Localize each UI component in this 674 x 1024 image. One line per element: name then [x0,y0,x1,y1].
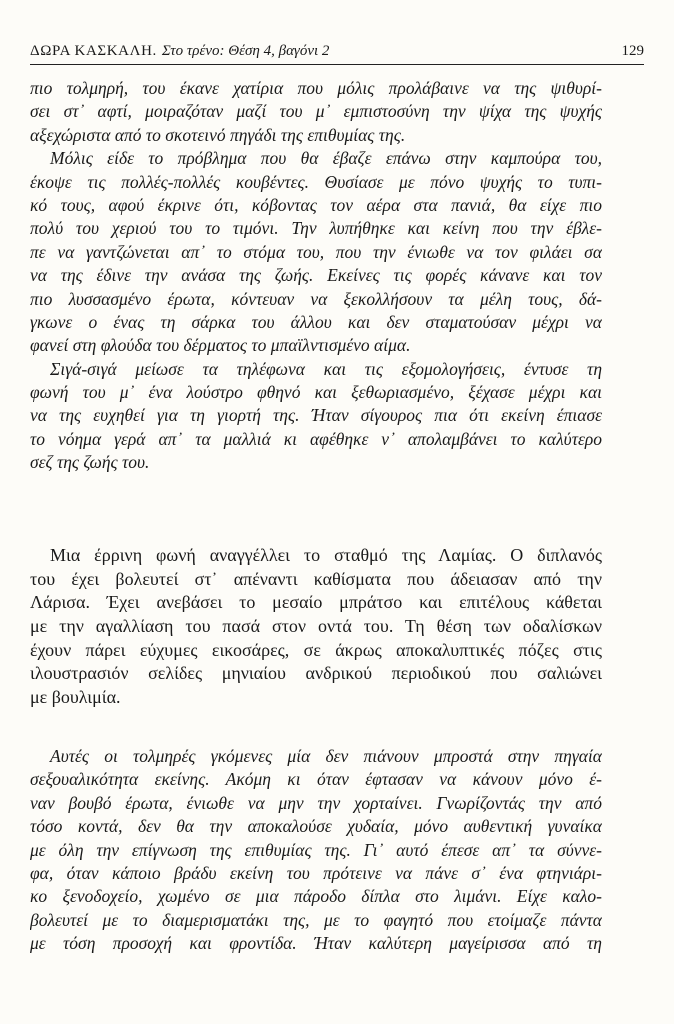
text-line: αξεχώριστα από το σκοτεινό πηγάδι της επιθυμίας της. [30,124,406,145]
text-line: φανεί στη φλούδα του δέρματος το μπαϊλντισμένο αίμα. [30,335,411,356]
text-line: με όλη την επίγνωση της επιθυμίας της. Γι᾽ αυτό έπεσε απ᾽ τα σύννε- [30,839,602,860]
text-line: του έχει βολευτεί στ᾽ απέναντι καθίσματα που άδειασαν από την [30,568,602,589]
text-line: φα, όταν κάποιο βράδυ εκείνη του πρότεινε να πάνε σ᾽ ένα φτηνιάρι- [30,862,602,883]
text-line: πιο τολμηρή, του έκανε χατίρια που μόλις προλάβαινε να της ψιθυρί- [30,78,602,98]
text-line: έχουν πάρει εύχυμες εικοσάρες, σε άκρως αποκαλυπτικές πόζες στις [30,639,602,660]
header-author: ΔΩΡΑ ΚΑΣΚΑΛΗ. [30,43,157,59]
text-line: πιο λυσσασμένο έρωτα, κόντευαν να ξεκολλήσουν τα μέλη τους, δά- [30,288,602,309]
text-section-2 [30,544,602,710]
text-line: βολευτεί με το διαμερισματάκι της, με το φαγητό που ετοίμαζε πάντα [30,909,602,930]
text-line: ναν βουβό έρωτα, ένιωθε να μην την χορταίνει. Γνωρίζοντάς την από [30,792,602,813]
text-line: φωνή του μ᾽ ένα λούστρο φθηνό και ξεθωριασμένο, ξέχασε μέχρι και [30,382,602,403]
text-line: έκοψε τις πολλές-πολλές κουβέντες. Θυσίασε με πόνο ψυχής το τυπι- [30,171,602,192]
page-number: 129 [621,43,644,59]
text-line: να της ευχηθεί για τη γιορτή της. Ήταν σίγουρος πια ότι εκείνη έπιασε [30,405,602,426]
text-section-3 [30,745,602,956]
text-line: ιλουστρασιόν σελίδες μηνιαίου ανδρικού περιοδικού που σαλιώνει [30,663,602,684]
text-line: Λάρισα. Έχει ανεβάσει το μεσαίο μπράτσο και επιτέλους κάθεται [30,592,602,613]
text-line: πολύ του χεριού του το τιμόνι. Την λυπήθηκε και κείνη που την έβλε- [30,218,602,239]
text-section-1 [30,77,602,475]
header-left [30,43,329,60]
header-book-title: Στο τρένο: Θέση 4, βαγόνι 2 [161,43,330,59]
text-line: με βουλιμία. [30,687,121,708]
text-line: με τόση προσοχή και φροντίδα. Ήταν καλύτερη μαγείρισσα από τη [30,933,602,954]
text-line: Αυτές οι τολμηρές γκόμενες μία δεν πιάνουν μπροστά στην πηγαία [50,746,602,766]
text-line: σεζ της ζωής του. [30,452,150,473]
text-line: Μόλις είδε το πρόβλημα που θα έβαζε επάνω στην καμπούρα του, [50,148,602,169]
text-line: να της έδινε την ανάσα της ζωής. Εκείνες τις φορές κάνανε και τον [30,265,602,286]
text-line: σεξουαλικότητα εκείνης. Ακόμη κι όταν έφτασαν να κάνουν μόνο έ- [30,769,602,790]
text-line: Μια έρρινη φωνή αναγγέλλει το σταθμό της Λαμίας. Ο διπλανός [50,545,602,565]
running-header [30,40,644,65]
text-line: γκωνε ο ένας τη σάρκα του άλλου και δεν σταματούσαν μέχρι να [30,311,602,332]
text-line: Σιγά-σιγά μείωσε τα τηλέφωνα και τις εξομολογήσεις, έντυσε τη [50,358,602,379]
text-line: με την αγαλλίαση του πασά στον οντά του. Τη θέση των οδαλίσκων [30,616,602,637]
text-line: πε να γαντζώνεται απ᾽ το στόμα του, που την ένιωθε να τον φιλάει σα [30,241,602,262]
text-line: σει στ᾽ αφτί, μοιραζόταν μαζί του μ᾽ εμπιστοσύνη την ψίχα της ψυχής [30,101,602,122]
text-line: κό τους, αφού έκρινε ότι, κόβοντας τον αέρα στα πανιά, θα είχε πιο [30,194,602,215]
text-line: τόσο κοντά, δεν θα την αποκαλούσε χυδαία, μόνο αυθεντική γυναίκα [30,816,602,837]
text-line: το νόημα γερά απ᾽ τα μαλλιά κι αφέθηκε ν᾽ απολαμβάνει το καλύτερο [30,428,602,449]
text-line: κο ξενοδοχείο, χωμένο σε μια πάροδο δίπλα στο λιμάνι. Είχε καλο- [30,886,602,907]
